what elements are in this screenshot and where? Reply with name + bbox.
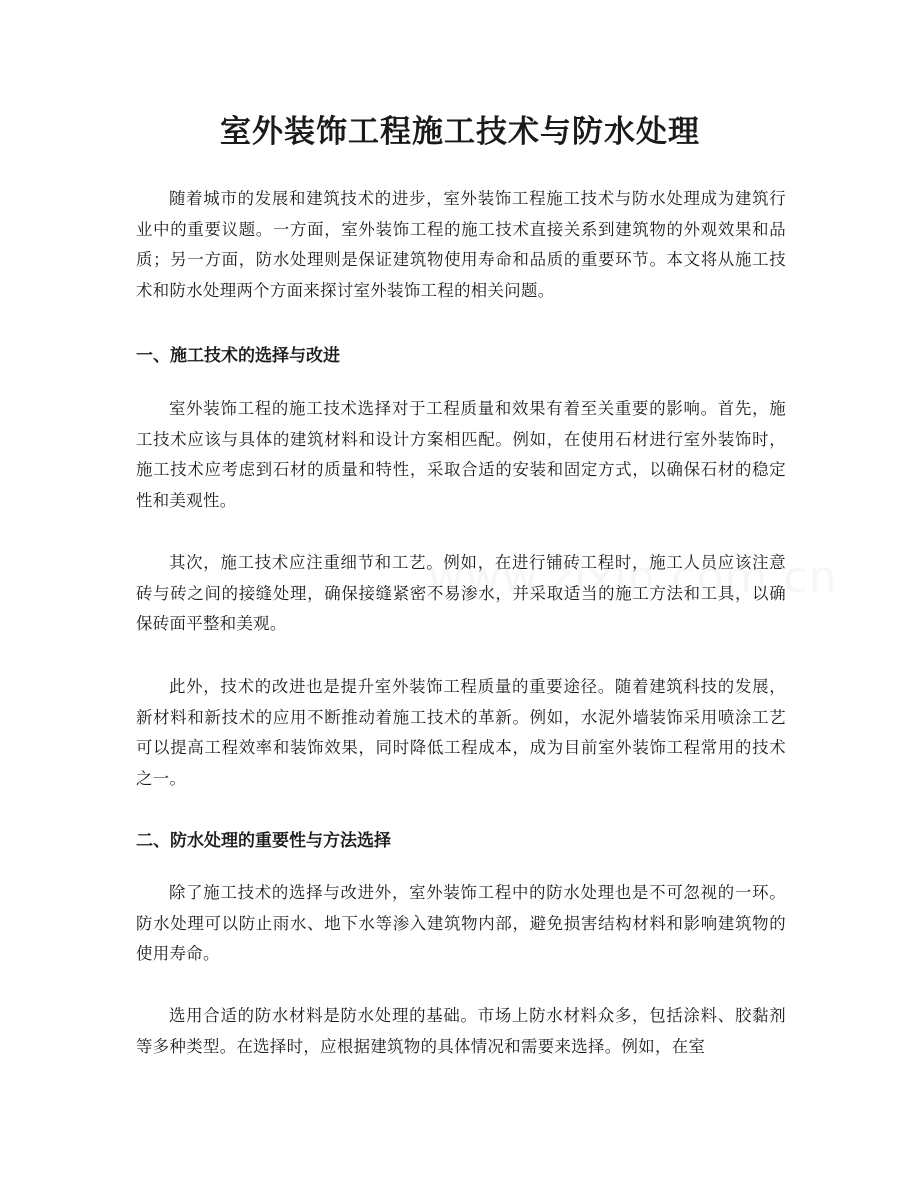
section-heading-1: 一、施工技术的选择与改进 [136,346,340,366]
section1-paragraph-3: 此外，技术的改进也是提升室外装饰工程质量的重要途径。随着建筑科技的发展，新材料和新技术的应用不断推动着施工技术的革新。例如，水泥外墙装饰采用喷涂工艺可以提高工程效率和装饰效果，同时降低工程成本，成为目前室外装饰工程常用的技术之一。 [136,677,786,789]
section2-paragraph-1: 除了施工技术的选择与改进外，室外装饰工程中的防水处理也是不可忽视的一环。防水处理可以防止雨水、地下水等渗入建筑物内部，避免损害结构材料和影响建筑物的使用寿命。 [136,883,786,964]
section-heading-2: 二、防水处理的重要性与方法选择 [136,831,391,851]
page-title: 室外装饰工程施工技术与防水处理 [220,114,700,150]
section1-paragraph-1: 室外装饰工程的施工技术选择对于工程质量和效果有着至关重要的影响。首先，施工技术应该与具体的建筑材料和设计方案相匹配。例如，在使用石材进行室外装饰时，施工技术应考虑到石材的质量和特性，采取合适的安装和固定方式，以确保石材的稳定性和美观性。 [136,399,786,511]
section1-paragraph-2: 其次，施工技术应注重细节和工艺。例如，在进行铺砖工程时，施工人员应该注意砖与砖之间的接缝处理，确保接缝紧密不易渗水，并采取适当的施工方法和工具，以确保砖面平整和美观。 [136,553,786,634]
section2-paragraph-2: 选用合适的防水材料是防水处理的基础。市场上防水材料众多，包括涂料、胶黏剂等多种类型。在选择时，应根据建筑物的具体情况和需要来选择。例如，在室 [136,1006,786,1056]
intro-paragraph: 随着城市的发展和建筑技术的进步，室外装饰工程施工技术与防水处理成为建筑行业中的重要议题。一方面，室外装饰工程的施工技术直接关系到建筑物的外观效果和品质；另一方面，防水处理则是保证建筑物使用寿命和品质的重要环节。本文将从施工技术和防水处理两个方面来探讨室外装饰工程的相关问题。 [136,189,786,301]
